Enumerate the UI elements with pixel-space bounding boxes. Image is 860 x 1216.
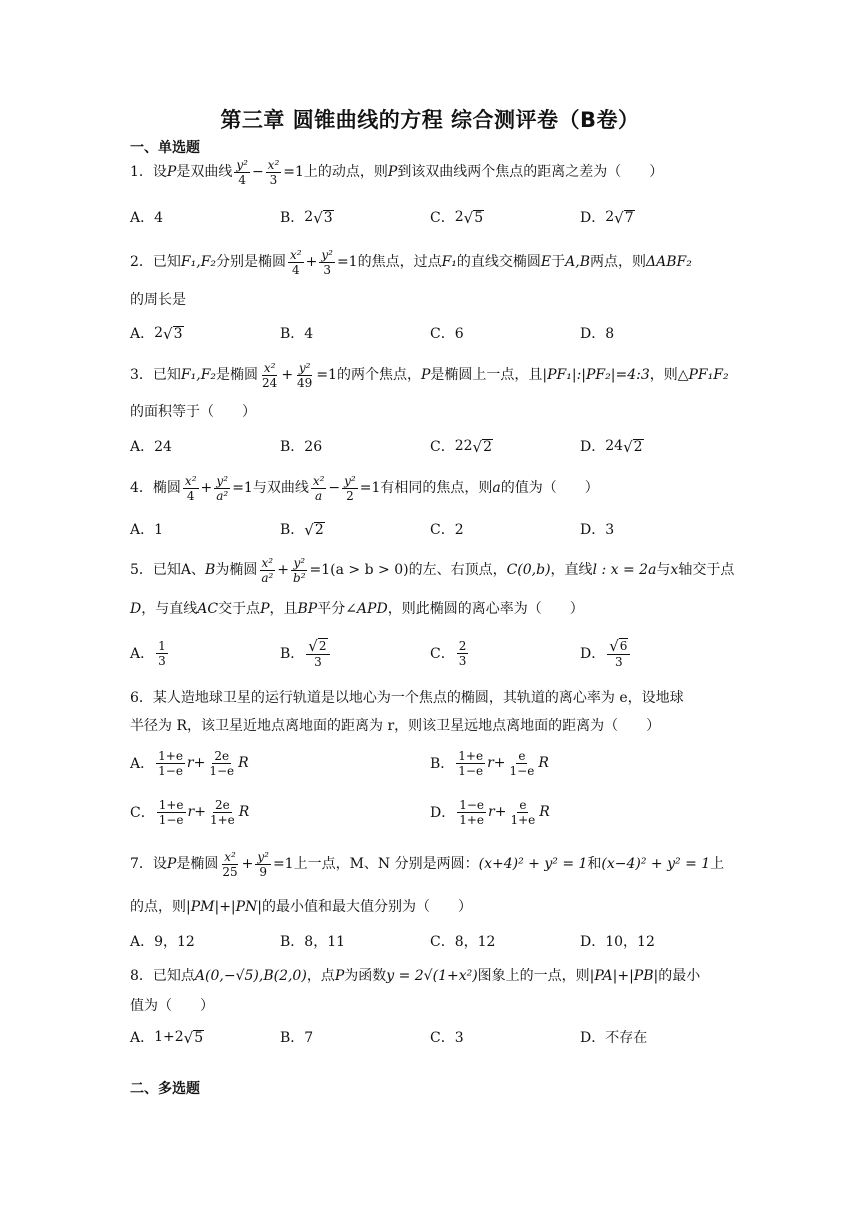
option-a[interactable]: A．24 — [130, 439, 172, 455]
question-1 — [130, 154, 663, 190]
option-b[interactable]: B．26 — [280, 439, 323, 455]
question-2: 2．已知 F₁,F₂ 分别是椭圆 $\frac{\text{x²}}{4}$ + $\frac{\text{y²}}{3}$ =1的焦点，过点 F₁ 的直线交椭圆 E 于 A,B 两点，则 ΔABF₂ — [130, 247, 692, 277]
option-b[interactable]: B． √ 2 — [280, 520, 324, 539]
fraction: $\frac{\text{y²}}{4}$ — [236, 157, 248, 187]
option-a[interactable]: A．1 — [130, 522, 164, 538]
option-d[interactable]: D．8 — [580, 326, 615, 342]
sqrt-icon: √ 7 — [614, 208, 634, 227]
sqrt-icon: √ 2 — [304, 520, 324, 539]
fraction: $\frac{\text{y²}}{\text{b²}}$ — [293, 555, 306, 585]
fraction: $\frac{\text{y²}}{2}$ — [344, 473, 356, 503]
option-d[interactable]: D． 2 √ 7 — [580, 208, 634, 227]
var-p: P — [387, 164, 398, 180]
q6-options-row1 — [130, 746, 730, 786]
sqrt-icon: √ 5 — [463, 208, 484, 227]
q6-continuation: 半径为 R，该卫星近地点离地面的距离为 r，则该卫星远地点离地面的距离为（ ） — [130, 718, 661, 734]
fraction: $\frac{\text{y²}}{3}$ — [321, 247, 333, 277]
option-b[interactable]: B． √ 2 3 — [280, 636, 332, 670]
option-c[interactable]: C． $\frac{1+e}{1-e}$ r+ $\frac{2e}{1+e}$ R — [130, 797, 250, 827]
option-a[interactable]: A． 2 √ 3 — [130, 324, 183, 343]
option-b[interactable]: B．8，11 — [280, 934, 346, 950]
option-c[interactable]: C． $\frac{2}{3}$ — [430, 638, 467, 668]
option-d[interactable]: D． 24 √ 2 — [580, 437, 643, 456]
fraction: $\frac{\text{x²}}{24}$ — [262, 360, 278, 390]
fraction: $\frac{\text{x²}}{\text{a²}}$ — [261, 555, 274, 585]
question-7: 7．设 P 是椭圆 $\frac{\text{x²}}{25}$ + $\frac{\text{y²}}{9}$ =1上一点，M、N 分别是两圆： (x+4)² + y² = 1 和 (x−4)² + y² = 1 上 — [130, 849, 725, 879]
option-d[interactable]: D．不存在 — [580, 1030, 648, 1046]
fraction: $\frac{\text{x²}}{4}$ — [184, 473, 197, 503]
fraction: $\frac{\text{x²}}{a}$ — [312, 473, 325, 503]
fraction: $\frac{\text{y²}}{49}$ — [297, 360, 313, 390]
page-title: 第三章 圆锥曲线的方程 综合测评卷（B卷） — [220, 108, 640, 132]
q5-options — [130, 636, 730, 674]
option-a[interactable]: A．4 — [130, 210, 164, 226]
q1-text: 是双曲线 — [176, 164, 233, 180]
question-5: 5．已知A、 B 为椭圆 $\frac{\text{x²}}{\text{a²}}$ + $\frac{\text{y²}}{\text{b²}}$ =1(a > b > 0)的左、右顶点， C(0,b) ，直线 l : x = 2a 与 x 轴交于点 — [130, 555, 735, 585]
question-8: 8．已知点 A(0,−√5),B(2,0) ，点 P 为函数 y = 2√(1+x²) 图象上的一点，则 |PA|+|PB| 的最小 — [130, 968, 701, 984]
fraction: $\frac{\text{x²}}{4}$ — [290, 247, 302, 277]
section-heading-multiple-choice: 二、多选题 — [130, 1081, 200, 1097]
option-b[interactable]: B． $\frac{1+e}{1-e}$ r+ $\frac{e}{1-e}$ R — [430, 748, 549, 778]
sqrt-icon: √ 2 — [623, 437, 643, 456]
sqrt-icon: √ 6 — [609, 636, 628, 655]
option-c[interactable]: C．8，12 — [430, 934, 496, 950]
question-3: 3．已知 F₁,F₂ 是椭圆 $\frac{\text{x²}}{24}$ + $\frac{\text{y²}}{49}$ =1的两个焦点， P 是椭圆上一点，且 |PF₁|:|PF₂|=4:3 ，则 △PF₁F₂ — [130, 360, 729, 390]
option-a[interactable]: A．9，12 — [130, 934, 195, 950]
fraction: $\frac{\text{y²}}{\text{a²}}$ — [216, 473, 229, 503]
q1-options — [130, 200, 730, 234]
option-c[interactable]: C． 2 √ 5 — [430, 208, 484, 227]
option-a[interactable]: A． 1+2 √ 5 — [130, 1028, 204, 1047]
q4-options — [130, 512, 730, 546]
option-c[interactable]: C．6 — [430, 326, 464, 342]
option-d[interactable]: D．10，12 — [580, 934, 655, 950]
option-a[interactable]: A． $\frac{1+e}{1-e}$ r+ $\frac{2e}{1-e}$ R — [130, 748, 249, 778]
q1-text: 到该双曲线两个焦点的距离之差为（ ） — [397, 164, 664, 180]
q7-continuation: 的点，则 |PM|+|PN| 的最小值和最大值分别为（ ） — [130, 899, 473, 915]
option-c[interactable]: C．3 — [430, 1030, 464, 1046]
option-c[interactable]: C． 22 √ 2 — [430, 437, 493, 456]
sqrt-icon: √ 3 — [163, 324, 183, 343]
q2-continuation: 的周长是 — [130, 292, 186, 308]
fraction: $\frac{\text{x²}}{3}$ — [267, 157, 280, 187]
q1-text: =1上的动点，则 — [283, 164, 388, 180]
question-6: 6．某人造地球卫星的运行轨道是以地心为一个焦点的椭圆，其轨道的离心率为 e，设地球 — [130, 690, 684, 706]
q3-options — [130, 429, 730, 463]
option-d[interactable]: D． $\frac{1-e}{1+e}$ r+ $\frac{e}{1+e}$ R — [430, 797, 550, 827]
q8-continuation: 值为（ ） — [130, 998, 214, 1014]
section-heading-single-choice: 一、单选题 — [130, 140, 200, 156]
question-1-number: 1．设 — [130, 164, 167, 180]
q5-continuation: D ，与直线 AC 交于点 P ，且 BP 平分 ∠APD ，则此椭圆的离心率为（ ） — [130, 601, 584, 617]
q6-options-row2 — [130, 795, 730, 835]
option-a[interactable]: A． $\frac{1}{3}$ — [130, 638, 166, 668]
option-d[interactable]: D． √ 6 3 — [580, 636, 632, 670]
q7-options — [130, 924, 730, 958]
sqrt-icon: √ 5 — [183, 1028, 204, 1047]
sqrt-icon: √ 2 — [472, 437, 493, 456]
q3-continuation: 的面积等于（ ） — [130, 404, 256, 420]
minus-sign: − — [251, 164, 264, 180]
option-b[interactable]: B． 2 √ 3 — [280, 208, 333, 227]
q2-options — [130, 316, 730, 350]
sqrt-icon: √ 3 — [313, 208, 333, 227]
fraction: $\frac{\text{y²}}{9}$ — [257, 849, 269, 879]
option-d[interactable]: D．3 — [580, 522, 615, 538]
option-c[interactable]: C．2 — [430, 522, 464, 538]
option-b[interactable]: B．4 — [280, 326, 314, 342]
q8-options — [130, 1020, 730, 1054]
fraction: $\frac{\text{x²}}{25}$ — [222, 849, 238, 879]
question-4: 4．椭圆 $\frac{\text{x²}}{4}$ + $\frac{\text{y²}}{\text{a²}}$ =1与双曲线 $\frac{\text{x²}}{a}$ − $\frac{\text{y²}}{2}$ =1有相同的焦点，则 a 的值为（ ） — [130, 473, 599, 503]
sqrt-icon: √ 2 — [308, 636, 327, 655]
option-b[interactable]: B．7 — [280, 1030, 314, 1046]
var-p: P — [166, 164, 177, 180]
